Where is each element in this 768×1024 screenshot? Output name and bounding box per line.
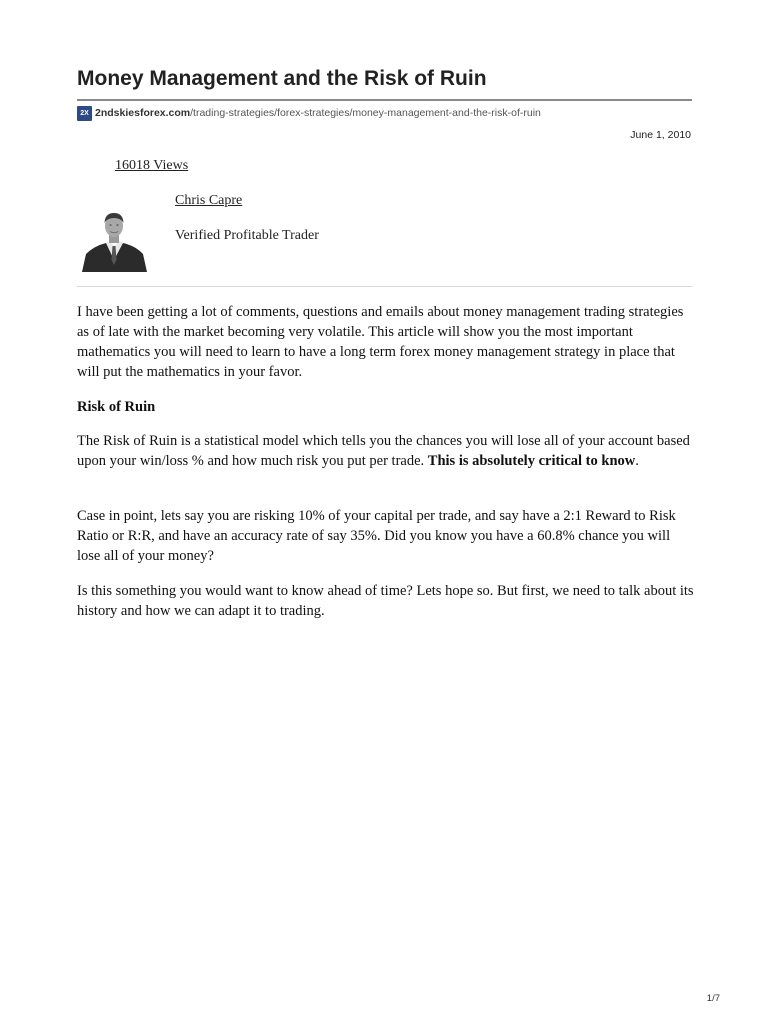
body-paragraph-4: Is this something you would want to know ahead of time? Lets hope so. But first, we need to talk about its history and how we can adapt it to trading.: [77, 583, 694, 619]
body-paragraph-3: Case in point, lets say you are risking 10% of your capital per trade, and say have a 2:1 Reward to Risk Ratio or R:R, and have an accuracy rate of say 35%. Did you know you have a 60.8% chance you will lose all of your money?: [77, 508, 676, 564]
source-url[interactable]: [77, 105, 541, 121]
author-role: Verified Profitable Trader: [175, 228, 319, 243]
author-name-link[interactable]: Chris Capre: [175, 193, 243, 208]
page-title: Money Management and the Risk of Ruin: [77, 67, 487, 90]
body-paragraph-1: I have been getting a lot of comments, questions and emails about money management trading strategies as of late with the market becoming very volatile. This article will show you the most important mathematics you will need to learn to have a long term forex money management strategy in place that will put the mathematics in your favor.: [77, 304, 684, 380]
source-domain: 2ndskiesforex.com: [95, 107, 191, 119]
paragraph-2-emphasis: This is absolutely critical to know: [427, 453, 636, 469]
view-count-link[interactable]: 16018 Views: [115, 158, 189, 173]
section-heading-risk-of-ruin: Risk of Ruin: [77, 399, 156, 415]
page-number: 1/7: [706, 993, 720, 1004]
site-logo-icon: 2X: [77, 106, 92, 121]
author-photo-image: [80, 210, 149, 272]
paragraph-2-text: The Risk of Ruin is a statistical model which tells you the chances you will lose all of your account based upon your win/loss % and how much risk you put per trade.: [77, 433, 690, 469]
title-divider: [77, 99, 692, 101]
author-divider: [77, 286, 692, 287]
author-avatar: [80, 210, 149, 272]
paragraph-2-end: .: [635, 453, 639, 469]
publish-date: June 1, 2010: [630, 129, 691, 141]
body-paragraph-2: [77, 431, 697, 471]
source-path: /trading-strategies/forex-strategies/money-management-and-the-risk-of-ruin: [190, 107, 541, 119]
